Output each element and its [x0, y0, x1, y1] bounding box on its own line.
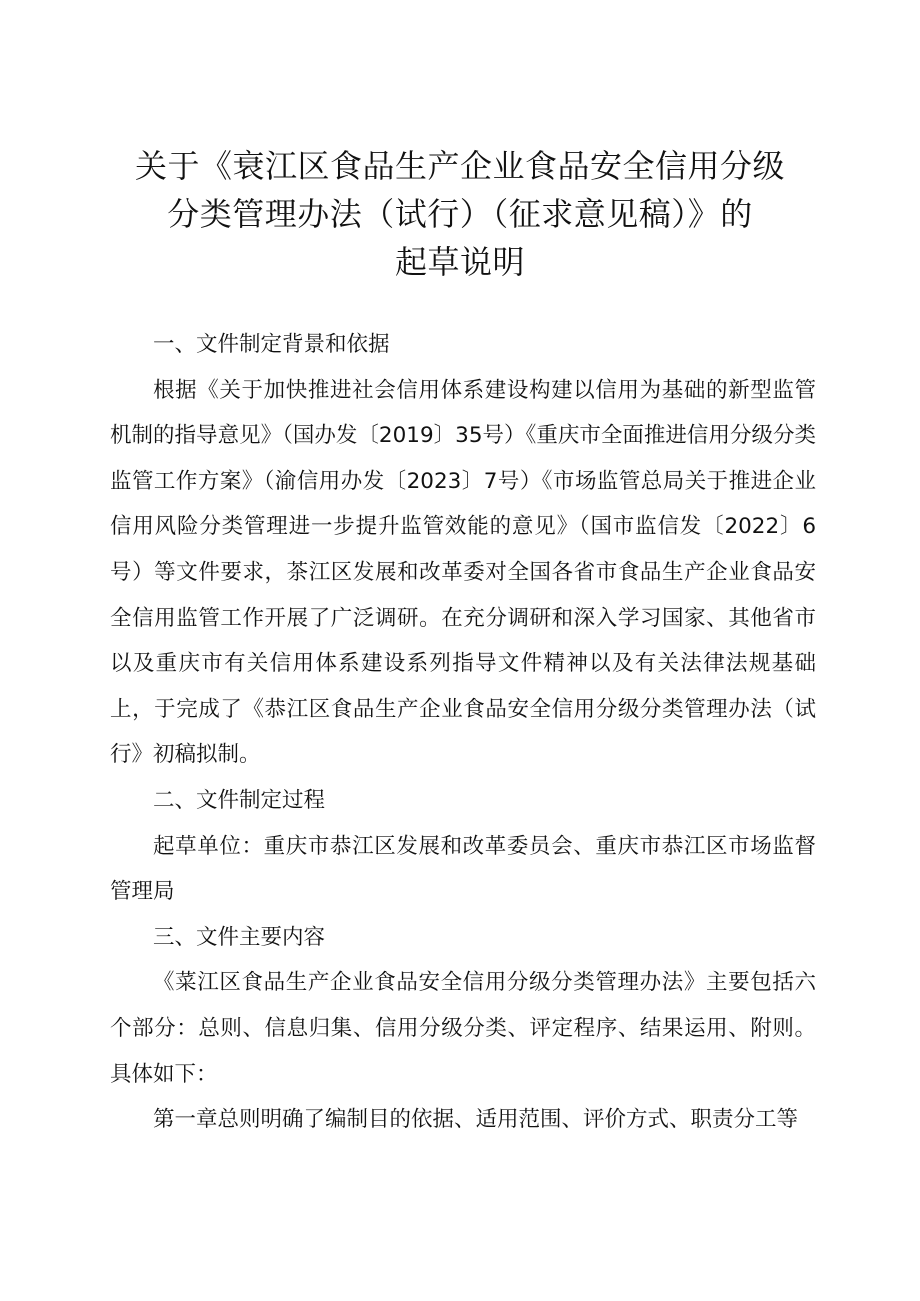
title-line-1: 关于《衰江区食品生产企业食品安全信用分级: [134, 147, 785, 185]
paragraph-drafting-unit: 起草单位：重庆市恭江区发展和改革委员会、重庆市恭江区市场监督管理局: [110, 833, 816, 905]
paragraph-chapter-one: 第一章总则明确了编制目的依据、适用范围、评价方式、职责分工等: [153, 1107, 799, 1133]
section-heading-content: 三、文件主要内容: [153, 924, 326, 950]
section-heading-background: 一、文件制定背景和依据: [153, 332, 390, 357]
title-line-3: 起草说明: [394, 243, 525, 281]
paragraph-background: 根据《关于加快推进社会信用体系建设构建以信用为基础的新型监管机制的指导意见》（国办发〔2019〕35号）《重庆市全面推进信用分级分类监管工作方案》（渝信用办发〔2023〕7号）《市场监管总局关于推进企业信用风险分类管理进一步提升监管效能的意见》（国市监信发〔2022〕6号）等文件要求，茶江区发展和改革委对全国各省市食品生产企业食品安全信用监管工作开展了广泛调研。在充分调研和深入学习国家、其他省市以及重庆市有关信用体系建设系列指导文件精神以及有关法律法规基础上，于完成了《恭江区食品生产企业食品安全信用分级分类管理办法（试行》初稿拟制。: [110, 377, 816, 768]
document-body: [110, 322, 816, 1143]
title-line-2: 分类管理办法（试行）（征求意见稿）》的: [167, 195, 753, 233]
section-heading-process: 二、文件制定过程: [153, 787, 326, 813]
document-title: [60, 142, 860, 286]
paragraph-content-overview: 《菜江区食品生产企业食品安全信用分级分类管理办法》主要包括六个部分：总则、信息归集、信用分级分类、评定程序、结果运用、附则。具体如下：: [110, 970, 816, 1087]
